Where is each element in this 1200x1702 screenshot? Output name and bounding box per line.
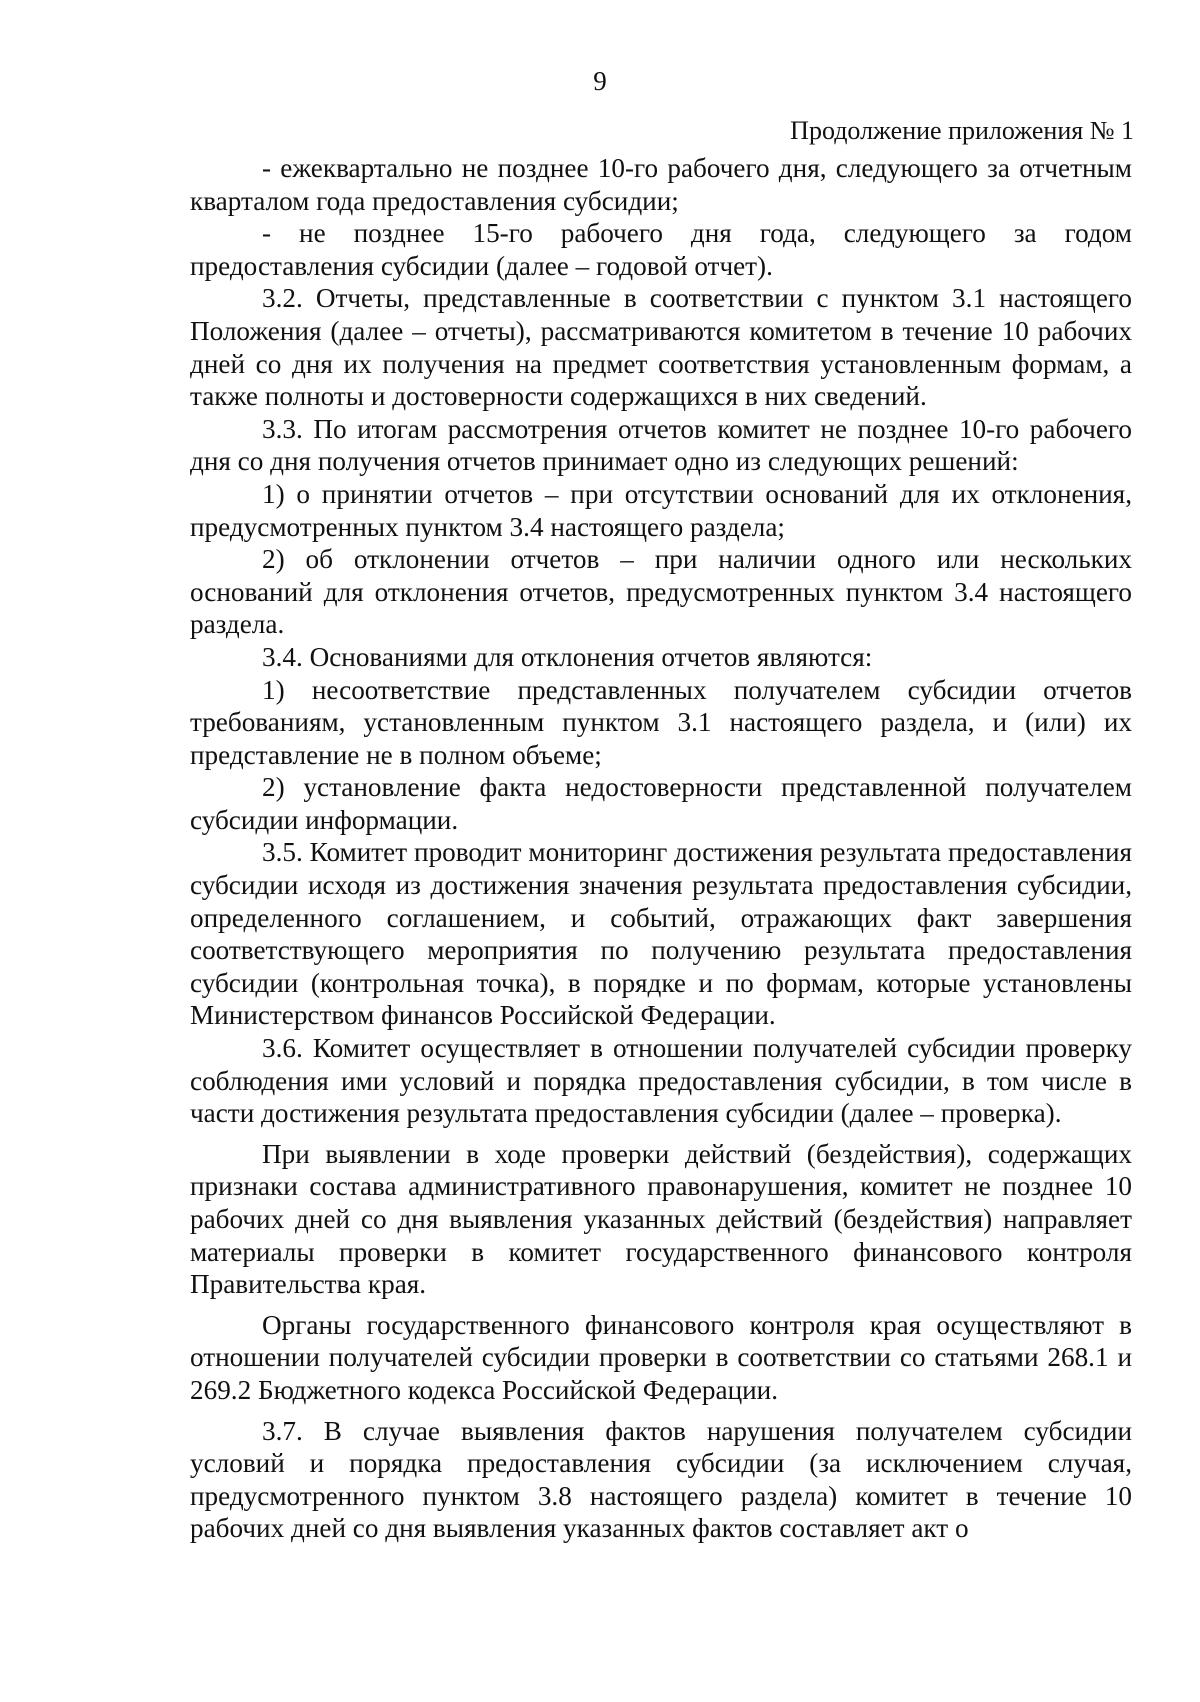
appendix-continuation-label: Продолжение приложения № 1 [790,116,1134,145]
paragraph-annual-report: - не позднее 15-го рабочего дня года, следующего за годом предоставления субсидии (далее – годовой отчет). [190,218,1132,281]
paragraph-3-6: 3.6. Комитет осуществляет в отношении получателей субсидии проверку соблюдения ими условий и порядка предоставления субсидии, в том числе в части достижения результата предоставления субсидии (далее – проверка). [190,1033,1132,1129]
paragraph-3-6-state-control: Органы государственного финансового контроля края осуществляют в отношении получателей субсидии проверки в соответствии со статьями 268.1 и 269.2 Бюджетного кодекса Российской Федерации. [190,1309,1132,1405]
paragraph-3-4-item-1: 1) несоответствие представленных получателем субсидии отчетов требованиям, установленным пунктом 3.1 настоящего раздела, и (или) их представление не в полном объеме; [190,674,1132,770]
paragraph-3-4: 3.4. Основаниями для отклонения отчетов являются: [262,641,873,672]
paragraph-3-3-item-1: 1) о принятии отчетов – при отсутствии оснований для их отклонения, предусмотренных пунктом 3.4 настоящего раздела; [190,478,1132,542]
paragraph-3-2: 3.2. Отчеты, представленные в соответствии с пунктом 3.1 настоящего Положения (далее – отчеты), рассматриваются комитетом в течение 10 рабочих дней со дня их получения на предмет соответствия установленным формам, а также полноты и достоверности содержащихся в них сведений. [190,283,1132,412]
page-number: 9 [593,66,607,96]
paragraph-3-3-item-2: 2) об отклонении отчетов – при наличии одного или нескольких оснований для отклонения отчетов, предусмотренных пунктом 3.4 настоящего раздела. [190,544,1132,640]
paragraph-3-6-violations: При выявлении в ходе проверки действий (бездействия), содержащих признаки состава административного правонарушения, комитет не позднее 10 рабочих дней со дня выявления указанных действий (бездействия) направляет материалы проверки в комитет государственного финансового контроля Правительства края. [190,1138,1132,1300]
paragraph-3-5: 3.5. Комитет проводит мониторинг достижения результата предоставления субсидии исходя из достижения значения результата предоставления субсидии, определенного соглашением, и событий, отражающих факт завершения соответствующего мероприятия по получению результата предоставления субсидии (контрольная точка), в порядке и по формам, которые установлены Министерством финансов Российской Федерации. [190,837,1132,1031]
paragraph-3-4-item-2: 2) установление факта недостоверности представленной получателем субсидии информации. [190,772,1132,835]
document-body [190,152,1132,1545]
paragraph-3-7: 3.7. В случае выявления фактов нарушения получателем субсидии условий и порядка предоставления субсидии (за исключением случая, предусмотренного пунктом 3.8 настоящего раздела) комитет в течение 10 рабочих дней со дня выявления указанных фактов составляет акт о [190,1415,1132,1544]
paragraph-quarterly-report: - ежеквартально не позднее 10-го рабочего дня, следующего за отчетным кварталом года предоставления субсидии; [190,153,1132,216]
paragraph-3-3: 3.3. По итогам рассмотрения отчетов комитет не позднее 10-го рабочего дня со дня получения отчетов принимает одно из следующих решений: [190,413,1132,477]
